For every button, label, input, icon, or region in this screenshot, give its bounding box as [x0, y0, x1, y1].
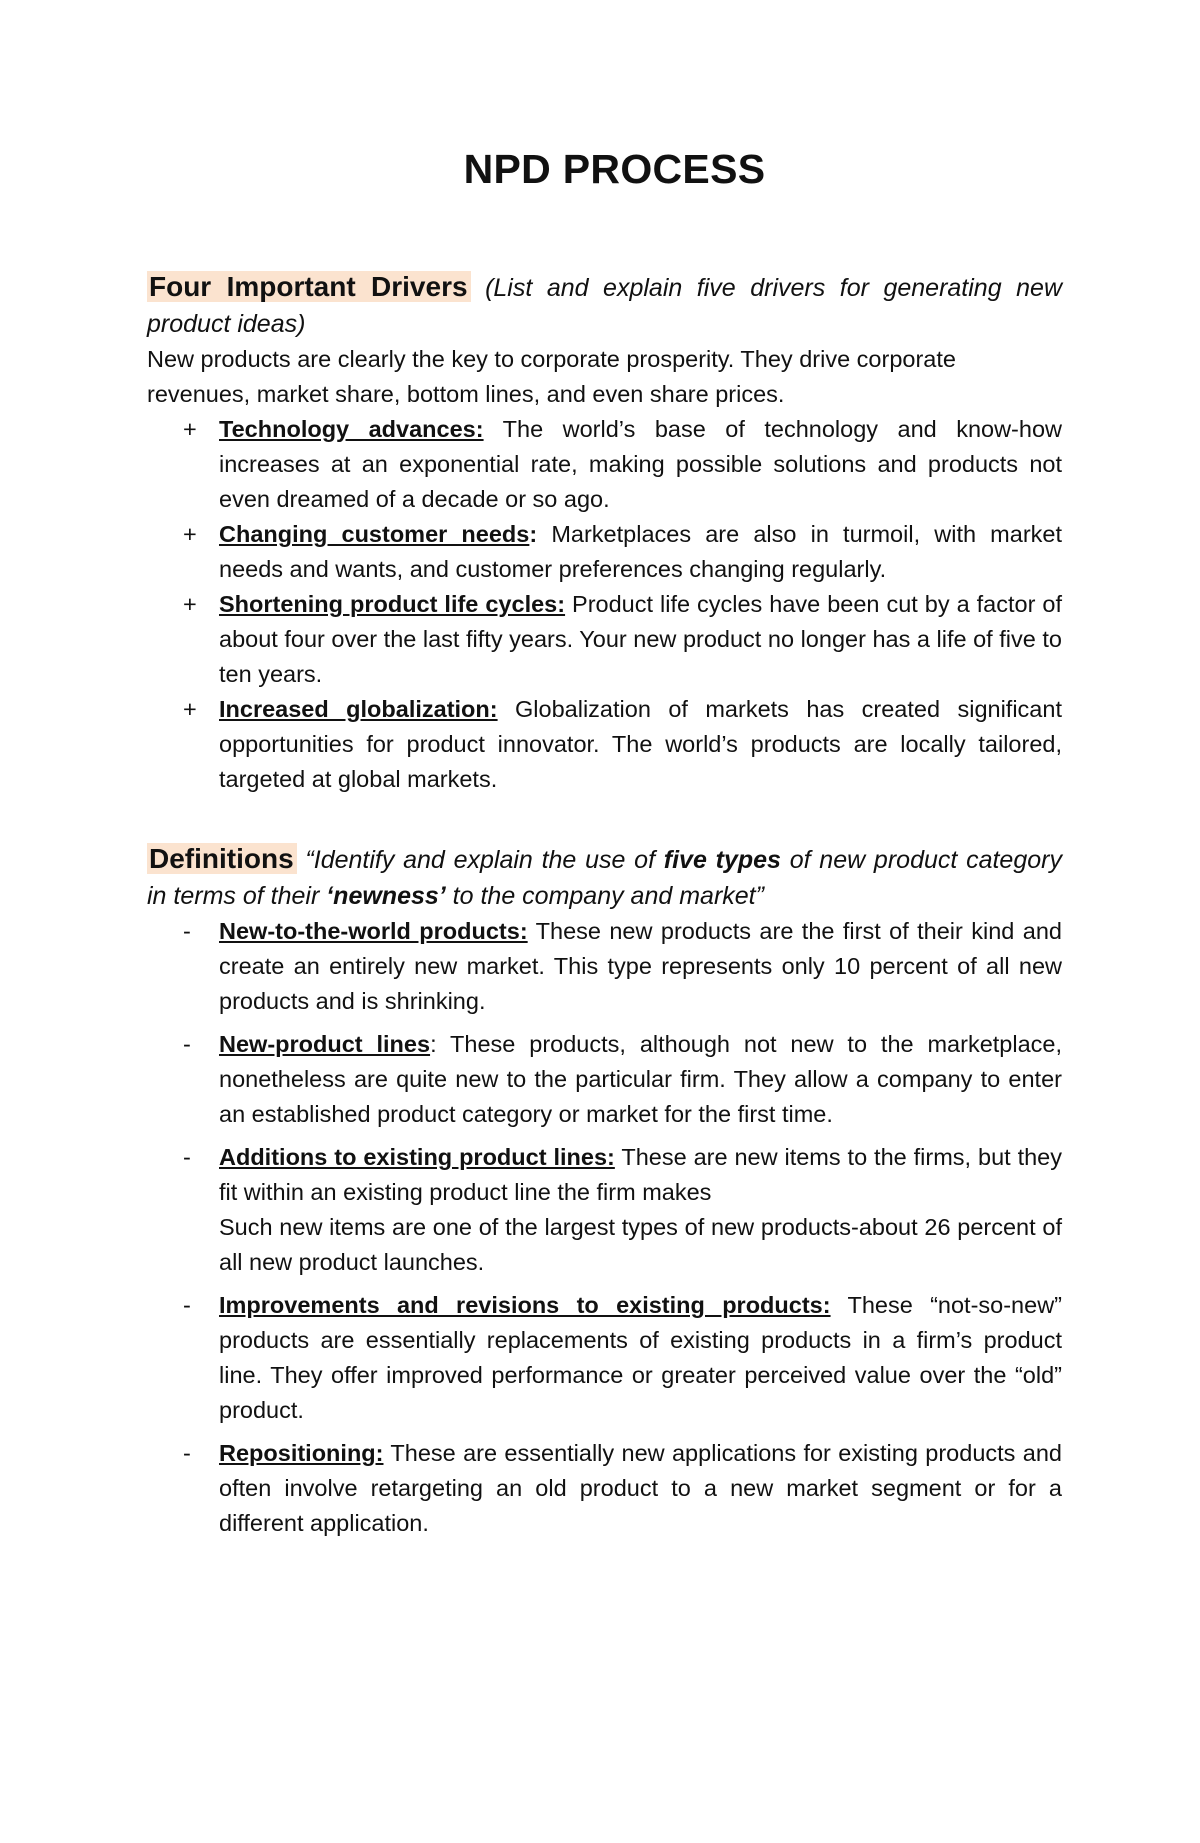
list-item: [147, 1436, 1062, 1541]
item-term: Repositioning:: [219, 1440, 384, 1466]
item-term-suffix: :: [430, 1031, 437, 1057]
drivers-subheading: (List and explain five drivers for generating new product ideas): [147, 274, 1062, 338]
item-text: These new products are the first of their kind and create an entirely new market. This type represents only 10 percent of all new products and is shrinking.: [219, 918, 1062, 1014]
drivers-list: [147, 412, 1062, 797]
definitions-question-emphasis: five types: [663, 846, 781, 874]
plus-bullet: +: [183, 591, 197, 617]
document-page: [0, 145, 1200, 1843]
list-item: [147, 1288, 1062, 1428]
item-term: Shortening product life cycles:: [219, 591, 566, 617]
item-term: Technology advances:: [219, 416, 484, 442]
definitions-heading: Definitions: [147, 843, 297, 874]
item-term: New-to-the-world products:: [219, 918, 528, 944]
definitions-question-part: “Identify and explain the use of: [296, 846, 664, 874]
item-text: These are essentially new applications for existing products and often involve retargeting an old product to a new market segment or for a different application.: [219, 1440, 1062, 1536]
item-text: Product life cycles have been cut by a factor of about four over the last fifty years. Your new product no longer has a life of five to ten years.: [219, 591, 1062, 687]
definitions-question-part: of new product category in terms of their: [147, 846, 1062, 910]
item-term-suffix: :: [529, 521, 538, 547]
dash-bullet: -: [183, 1440, 191, 1466]
item-term: New-product lines: [219, 1031, 431, 1057]
item-text: Marketplaces are also in turmoil, with market needs and wants, and customer preferences changing regularly.: [219, 521, 1063, 582]
page-title: NPD PROCESS: [463, 146, 766, 192]
item-text: These are new items to the firms, but they fit within an existing product line the firm makes: [219, 1144, 1063, 1205]
item-text: These products, although not new to the marketplace, nonetheless are quite new to the particular firm. They allow a company to enter an established product category or market for the first time.: [219, 1031, 1063, 1127]
definitions-heading-block: [147, 841, 1062, 914]
list-item: [147, 412, 1062, 517]
plus-bullet: +: [183, 416, 197, 442]
definitions-question-emphasis: ‘newness’: [326, 882, 446, 910]
list-item: [147, 1140, 1062, 1280]
list-item: [147, 692, 1062, 797]
item-term: Increased globalization:: [219, 696, 498, 722]
item-text: The world’s base of technology and know-how increases at an exponential rate, making possible solutions and products not even dreamed of a decade or so ago.: [219, 416, 1062, 512]
dash-bullet: -: [183, 918, 191, 944]
plus-bullet: +: [183, 521, 197, 547]
drivers-intro: New products are clearly the key to corporate prosperity. They drive corporate revenues, market share, bottom lines, and even share prices.: [147, 346, 956, 407]
drivers-heading: Four Important Drivers: [147, 271, 471, 302]
plus-bullet: +: [183, 696, 197, 722]
dash-bullet: -: [183, 1144, 191, 1170]
item-text: These “not-so-new” products are essentially replacements of existing products in a firm’s product line. They offer improved performance or greater perceived value over the “old” product.: [219, 1292, 1062, 1423]
drivers-heading-block: [147, 269, 1062, 342]
dash-bullet: -: [183, 1292, 191, 1318]
dash-bullet: -: [183, 1031, 191, 1057]
list-item: [147, 914, 1062, 1019]
item-term: Changing customer needs: [219, 521, 530, 547]
item-text: Globalization of markets has created significant opportunities for product innovator. The world’s products are locally tailored, targeted at global markets.: [219, 696, 1062, 792]
list-item: [147, 517, 1062, 587]
list-item: [147, 1027, 1062, 1132]
item-term: Additions to existing product lines:: [219, 1144, 615, 1170]
definitions-list: [147, 914, 1062, 1541]
list-item: [147, 587, 1062, 692]
item-extra-text: Such new items are one of the largest types of new products-about 26 percent of all new product launches.: [219, 1214, 1062, 1275]
item-term: Improvements and revisions to existing products:: [219, 1292, 831, 1318]
definitions-question-part: to the company and market”: [445, 882, 764, 910]
